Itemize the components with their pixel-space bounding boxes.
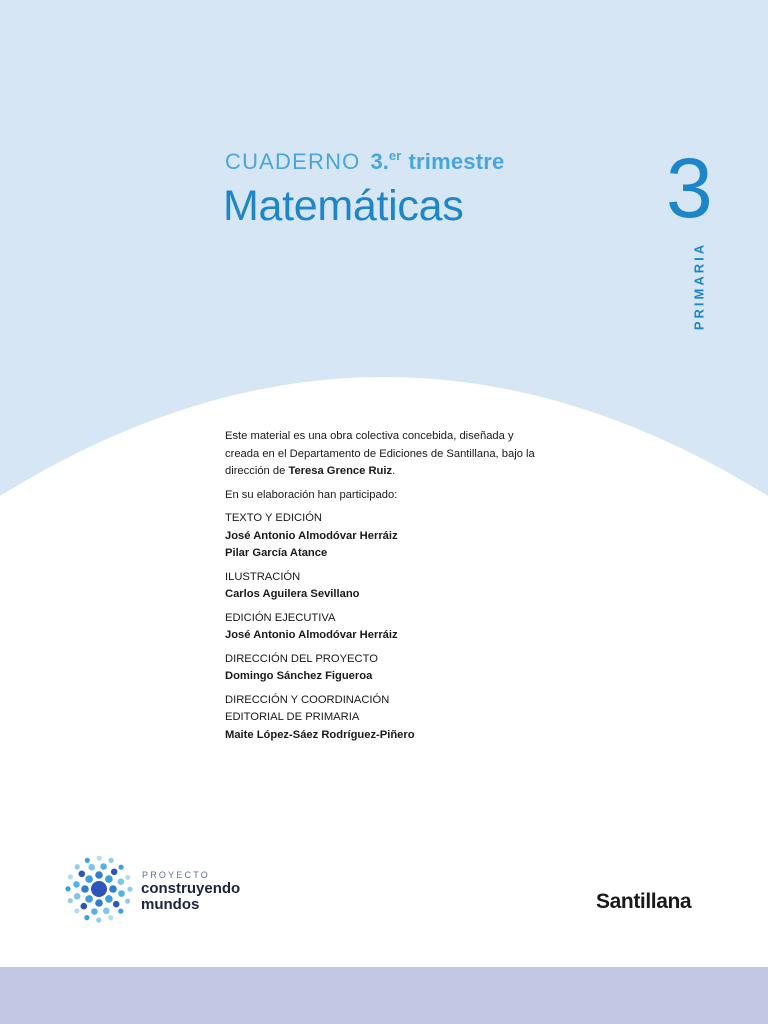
logo-dot	[81, 885, 89, 893]
credit-section	[225, 610, 545, 645]
logo-dot	[79, 871, 86, 878]
kicker-word: CUADERNO	[225, 149, 361, 174]
credit-person: José Antonio Almodóvar Herráiz	[225, 529, 398, 542]
credit-role: ILUSTRACIÓN	[225, 570, 301, 583]
logo-dot	[85, 895, 93, 903]
logo-dot	[105, 895, 113, 903]
kicker-number: 3.	[370, 149, 389, 174]
logo-dot	[96, 917, 101, 922]
credit-section	[225, 692, 545, 745]
credit-role: TEXTO Y EDICIÓN	[225, 512, 322, 524]
logo-dot	[85, 858, 90, 863]
logo-dot	[85, 875, 93, 883]
credits-intro	[225, 428, 545, 481]
logo-dot	[75, 864, 80, 869]
kicker-ordinal: er	[388, 148, 402, 163]
kicker-term: trimestre	[408, 149, 505, 174]
logo-dot	[74, 893, 81, 900]
credit-role: EDICIÓN EJECUTIVA	[225, 611, 336, 624]
logo-dot	[119, 865, 124, 870]
credit-role: DIRECCIÓN DEL PROYECTO	[225, 652, 378, 665]
logo-dot	[88, 864, 95, 871]
logo-dot	[97, 856, 102, 861]
credit-person: Maite López-Sáez Rodríguez-Piñero	[225, 728, 415, 741]
credit-section	[225, 510, 545, 563]
credit-section	[225, 651, 545, 686]
project-label: PROYECTO	[142, 870, 210, 880]
logo-dot	[73, 881, 80, 888]
logo-dot	[127, 887, 132, 892]
director-name: Teresa Grence Ruiz	[288, 465, 393, 477]
logo-dot	[118, 909, 123, 914]
logo-dot	[109, 858, 114, 863]
logo-dot	[81, 903, 88, 910]
logo-dot	[74, 908, 79, 913]
publisher-logo: Santillana	[596, 890, 692, 913]
subject-title: Matemáticas	[223, 182, 464, 230]
logo-dot	[118, 890, 125, 897]
logo-dot	[65, 886, 70, 891]
credits-lead: En su elaboración han participado:	[225, 488, 398, 501]
grade-number: 3	[666, 141, 713, 235]
logo-dot	[68, 874, 73, 879]
notebook-kicker	[225, 148, 504, 175]
logo-dot	[68, 898, 73, 903]
logo-dot	[118, 878, 125, 885]
logo-dot	[105, 875, 113, 883]
credit-sections	[225, 510, 545, 744]
credits-block	[225, 428, 545, 750]
logo-dot	[95, 871, 103, 879]
credit-person: Domingo Sánchez Figueroa	[225, 670, 373, 682]
intro-end: .	[392, 465, 396, 477]
credit-person: José Antonio Almodóvar Herráiz	[225, 629, 398, 641]
intro-text: Este material es una obra colectiva concebida, diseñada y creada en el Departamento de Ediciones de Santillana, bajo la dirección de	[225, 430, 535, 477]
logo-dot	[95, 899, 103, 907]
logo-dot	[111, 869, 118, 876]
logo-dot	[113, 901, 120, 908]
logo-dot	[125, 875, 130, 880]
bottom-band	[0, 967, 768, 1024]
project-name: construyendo mundos	[141, 880, 241, 913]
credit-section	[225, 569, 545, 604]
logo-dot	[91, 908, 98, 915]
logo-dot	[108, 915, 113, 920]
credit-person: Carlos Aguilera Sevillano	[225, 588, 360, 600]
logo-dot	[109, 885, 117, 893]
logo-dot	[84, 915, 89, 920]
sky-arc	[0, 0, 768, 496]
credit-role: DIRECCIÓN Y COORDINACIÓN EDITORIAL DE PRIMARIA	[225, 693, 390, 723]
credit-person: Pilar García Atance	[225, 547, 328, 559]
logo-dot	[100, 863, 107, 870]
level-label: PRIMARIA	[691, 241, 707, 331]
logo-dot	[91, 881, 107, 897]
logo-dot	[125, 899, 130, 904]
logo-dot	[103, 908, 110, 915]
